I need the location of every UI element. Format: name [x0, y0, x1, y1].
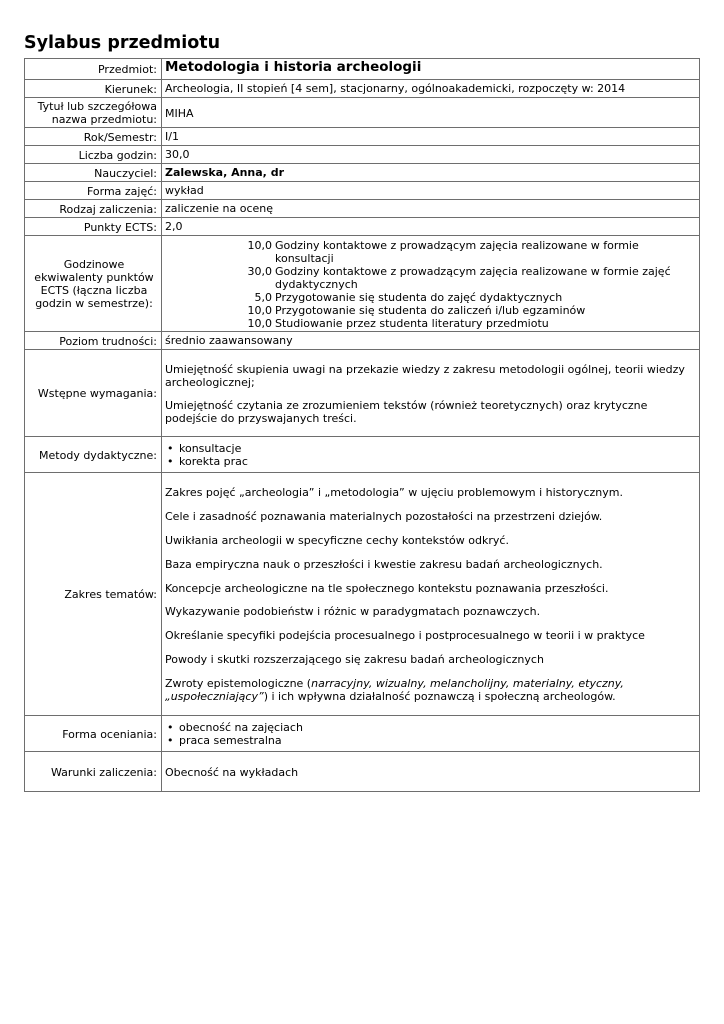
list-item: • konsultacje [165, 442, 697, 455]
label-zaliczenie: Rodzaj zaliczenia: [25, 200, 162, 218]
row-zaliczenie [25, 200, 700, 218]
label-metody: Metody dydaktyczne: [25, 437, 162, 473]
topic-item: Baza empiryczna nauk o przeszłości i kwestie zakresu badań archeologicznych. [165, 557, 603, 571]
value-tematy [162, 473, 700, 716]
ects-item [165, 291, 697, 304]
topic-item: Cele i zasadność poznawania materialnych pozostałości na przestrzeni dziejów. [165, 510, 603, 524]
row-godziny [25, 146, 700, 164]
label-ocenianie: Forma oceniania: [25, 716, 162, 752]
value-rok: I/1 [162, 128, 700, 146]
ects-hours: 5,0 [254, 291, 272, 304]
requirements-paragraph: Umiejętność czytania ze zrozumieniem tekstów (również teoretycznych) oraz krytyczne podejście do przyswajanych treści. [165, 398, 648, 425]
ects-item [165, 265, 697, 291]
value-zaliczenie: zaliczenie na ocenę [162, 200, 700, 218]
topic-item: Określanie specyfiki podejścia procesualnego i postprocesualnego w teorii i w praktyce [165, 629, 645, 643]
row-warunki [25, 752, 700, 792]
course-name: Metodologia i historia archeologii [165, 59, 422, 75]
assessment-list [165, 721, 697, 747]
list-item: • korekta prac [165, 455, 697, 468]
value-ects: 2,0 [162, 218, 700, 236]
label-nauczyciel: Nauczyciel: [25, 164, 162, 182]
value-przedmiot [162, 59, 700, 80]
value-ocenianie [162, 716, 700, 752]
ects-hours: 10,0 [247, 239, 272, 252]
value-forma: wykład [162, 182, 700, 200]
label-forma: Forma zajęć: [25, 182, 162, 200]
ects-desc: Przygotowanie się studenta do zajęć dydaktycznych [275, 291, 563, 304]
ects-hours-table [165, 239, 697, 330]
ects-hours: 10,0 [247, 317, 272, 330]
topic-item: Zakres pojęć „archeologia” i „metodologia” w ujęciu problemowym i historycznym. [165, 486, 623, 500]
label-tytul: Tytuł lub szczegółowa nazwa przedmiotu: [25, 98, 162, 128]
topic-suffix: ) i ich wpływna działalność poznawczą i społeczną archeologów. [263, 689, 616, 703]
requirements-paragraph: Umiejętność skupienia uwagi na przekazie wiedzy z zakresu metodologii ogólnej, teorii wiedzy archeologicznej; [165, 362, 685, 389]
label-kierunek: Kierunek: [25, 80, 162, 98]
row-metody [25, 437, 700, 473]
ects-item [165, 317, 697, 330]
value-tytul: MIHA [162, 98, 700, 128]
value-wymagania [162, 350, 700, 437]
label-godziny: Liczba godzin: [25, 146, 162, 164]
page-title: Sylabus przedmiotu [24, 33, 221, 53]
label-rok: Rok/Semestr: [25, 128, 162, 146]
value-poziom: średnio zaawansowany [162, 332, 700, 350]
row-ocenianie [25, 716, 700, 752]
value-metody [162, 437, 700, 473]
ects-item [165, 304, 697, 317]
ects-item [165, 239, 697, 265]
label-poziom: Poziom trudności: [25, 332, 162, 350]
row-tematy [25, 473, 700, 716]
ects-desc: Godziny kontaktowe z prowadzącym zajęcia realizowane w formie konsultacji [275, 239, 639, 265]
ects-desc: Przygotowanie się studenta do zaliczeń i/lub egzaminów [275, 304, 586, 317]
ects-hours: 10,0 [247, 304, 272, 317]
list-item: • obecność na zajęciach [165, 721, 697, 734]
topic-item: Wykazywanie podobieństw i różnic w paradygmatach poznawczych. [165, 605, 541, 619]
value-godziny: 30,0 [162, 146, 700, 164]
syllabus-table [24, 58, 700, 792]
ects-desc: Godziny kontaktowe z prowadzącym zajęcia realizowane w formie zajęć dydaktycznych [275, 265, 671, 291]
label-wymagania: Wstępne wymagania: [25, 350, 162, 437]
row-rok [25, 128, 700, 146]
value-nauczyciel: Zalewska, Anna, dr [162, 164, 700, 182]
topic-item: Powody i skutki rozszerzającego się zakresu badań archeologicznych [165, 652, 544, 666]
row-nauczyciel [25, 164, 700, 182]
value-ekwiwalent [162, 236, 700, 332]
label-tematy: Zakres tematów: [25, 473, 162, 716]
topic-italic: narracyjny, wizualny, melancholijny, materialny, etyczny, „uspołeczniający” [165, 676, 624, 703]
topic-item: Uwikłania archeologii w specyficzne cechy kontekstów odkryć. [165, 533, 509, 547]
label-warunki: Warunki zaliczenia: [25, 752, 162, 792]
topic-item-last [165, 677, 697, 703]
topic-prefix: Zwroty epistemologiczne ( [165, 676, 312, 690]
topic-item: Koncepcje archeologiczne na tle społecznego kontekstu poznawania przeszłości. [165, 581, 609, 595]
row-kierunek [25, 80, 700, 98]
row-poziom [25, 332, 700, 350]
ects-desc: Studiowanie przez studenta literatury przedmiotu [275, 317, 549, 330]
row-wymagania [25, 350, 700, 437]
label-przedmiot: Przedmiot: [25, 59, 162, 80]
value-warunki: Obecność na wykładach [162, 752, 700, 792]
row-przedmiot [25, 59, 700, 80]
row-tytul [25, 98, 700, 128]
row-ects [25, 218, 700, 236]
ects-hours: 30,0 [247, 265, 272, 278]
label-ects: Punkty ECTS: [25, 218, 162, 236]
row-ekwiwalent [25, 236, 700, 332]
methods-list [165, 442, 697, 468]
list-item: • praca semestralna [165, 734, 697, 747]
label-ekwiwalent: Godzinowe ekwiwalenty punktów ECTS (łączna liczba godzin w semestrze): [25, 236, 162, 332]
value-kierunek: Archeologia, II stopień [4 sem], stacjonarny, ogólnoakademicki, rozpoczęty w: 2014 [162, 80, 700, 98]
row-forma [25, 182, 700, 200]
